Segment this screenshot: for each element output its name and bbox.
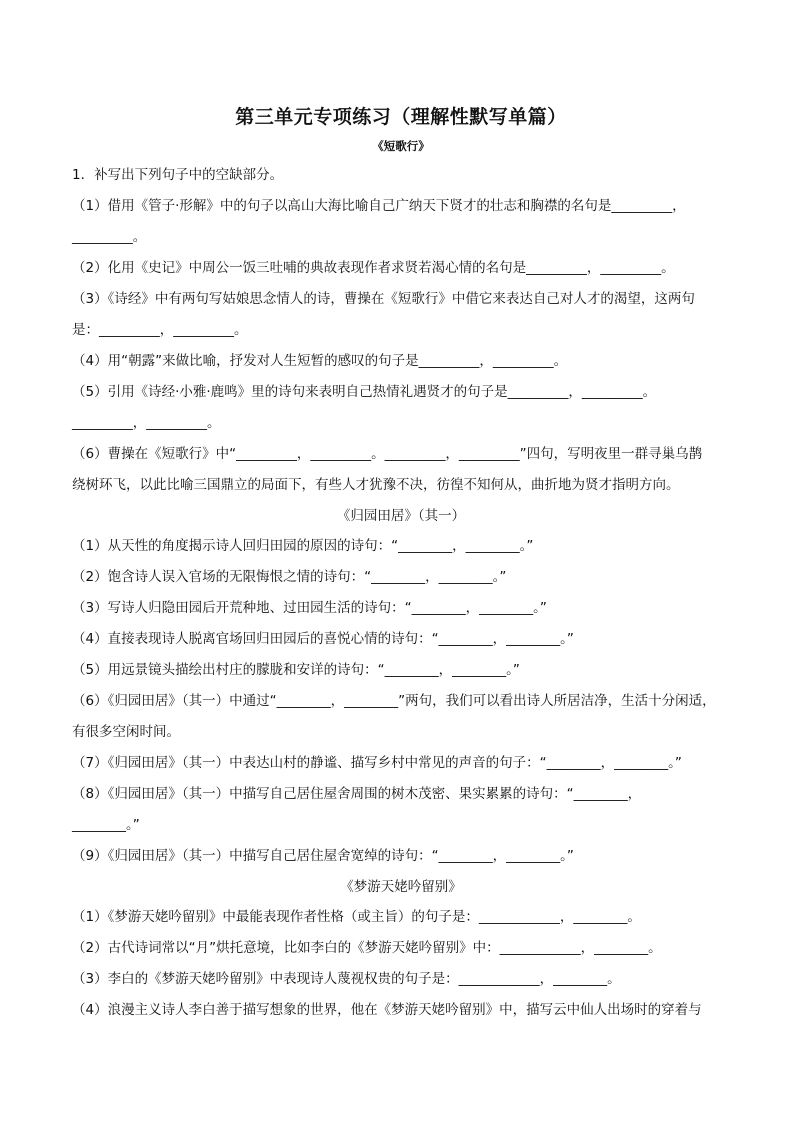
question-line: （6）《归园田居》（其一）中通过“________，________”两句，我们可以看出诗人所居洁净，生活十分闲适， [72, 693, 716, 709]
question-line: （6）曹操在《短歌行》中“_________，_________。_________，_________”四句，写明夜里一群寻巢乌鹊 [72, 446, 703, 462]
question-line: （1）《梦游天姥吟留别》中最能表现作者性格（或主旨）的句子是：____________，________。 [72, 909, 641, 925]
question-line: （1）从天性的角度揭示诗人回归田园的原因的诗句：“________，________。” [72, 538, 534, 554]
question-line: （1）借用《管子·形解》中的句子以高山大海比喻自己广纳天下贤才的壮志和胸襟的名句是_________， [72, 198, 686, 214]
question-line: （4）浪漫主义诗人李白善于描写想象的世界，他在《梦游天姥吟留别》中，描写云中仙人出场时的穿着与 [72, 1002, 702, 1018]
section-heading: 《归园田居》（其一） [336, 508, 466, 524]
question-line: 1．补写出下列句子中的空缺部分。 [72, 167, 284, 183]
question-line: _________。 [72, 229, 147, 245]
question-line: （2）饱含诗人误入官场的无限悔恨之情的诗句：“________，________。” [72, 569, 507, 585]
question-line: （2）古代诗词常以“月”烘托意境，比如李白的《梦游天姥吟留别》中：____________，________。 [72, 940, 662, 956]
question-line: （9）《归园田居》（其一）中描写自己居住屋舍宽绰的诗句：“________，________。” [72, 848, 574, 864]
question-line: （8）《归园田居》（其一）中描写自己居住屋舍周围的树木茂密、果实累累的诗句：“________， [72, 786, 642, 802]
page-title: 第三单元专项练习（理解性默写单篇） [235, 106, 567, 128]
question-line: （4）直接表现诗人脱离官场回归田园后的喜悦心情的诗句：“________，________。” [72, 631, 574, 647]
question-line: （3）李白的《梦游天姥吟留别》中表现诗人蔑视权贵的句子是：____________，________。 [72, 971, 621, 987]
question-line: 是：_________，_________。 [72, 322, 248, 338]
question-line: （2）化用《史记》中周公一饭三吐哺的典故表现作者求贤若渴心情的名句是_________，_________。 [72, 260, 675, 276]
question-line: （5）用远景镜头描绘出村庄的朦胧和安详的诗句：“________，________。” [72, 662, 520, 678]
question-line: （7）《归园田居》（其一）中表达山村的静谧、描写乡村中常见的声音的句子：“________，________。” [72, 755, 682, 771]
question-line: （4）用“朝露”来做比喻，抒发对人生短暂的感叹的句子是_________，_________。 [72, 353, 568, 369]
section-guiyuantianju [72, 501, 730, 872]
question-line: ________。” [72, 817, 140, 833]
question-line: _________，_________。 [72, 415, 221, 431]
question-line: （5）引用《诗经·小雅·鹿鸣》里的诗句来表明自己热情礼遇贤才的句子是_________，_________。 [72, 384, 657, 400]
section-heading: 《短歌行》 [372, 139, 430, 153]
question-line: （3）写诗人归隐田园后开荒种地、过田园生活的诗句：“________，________。” [72, 600, 547, 616]
section-mengyoutianmu [72, 872, 730, 1026]
question-line: 有很多空闲时间。 [72, 724, 180, 740]
question-line: 绕树环飞，以此比喻三国鼎立的局面下，有些人才犹豫不决，彷徨不知何从，曲折地为贤才指明方向。 [72, 477, 680, 493]
section-heading: 《梦游天姥吟留别》 [340, 879, 462, 895]
worksheet-page [72, 104, 730, 1026]
question-line: （3）《诗经》中有两句写姑娘思念情人的诗，曹操在《短歌行》中借它来表达自己对人才的渴望，这两句 [72, 291, 695, 307]
section-duangexing [72, 136, 730, 501]
